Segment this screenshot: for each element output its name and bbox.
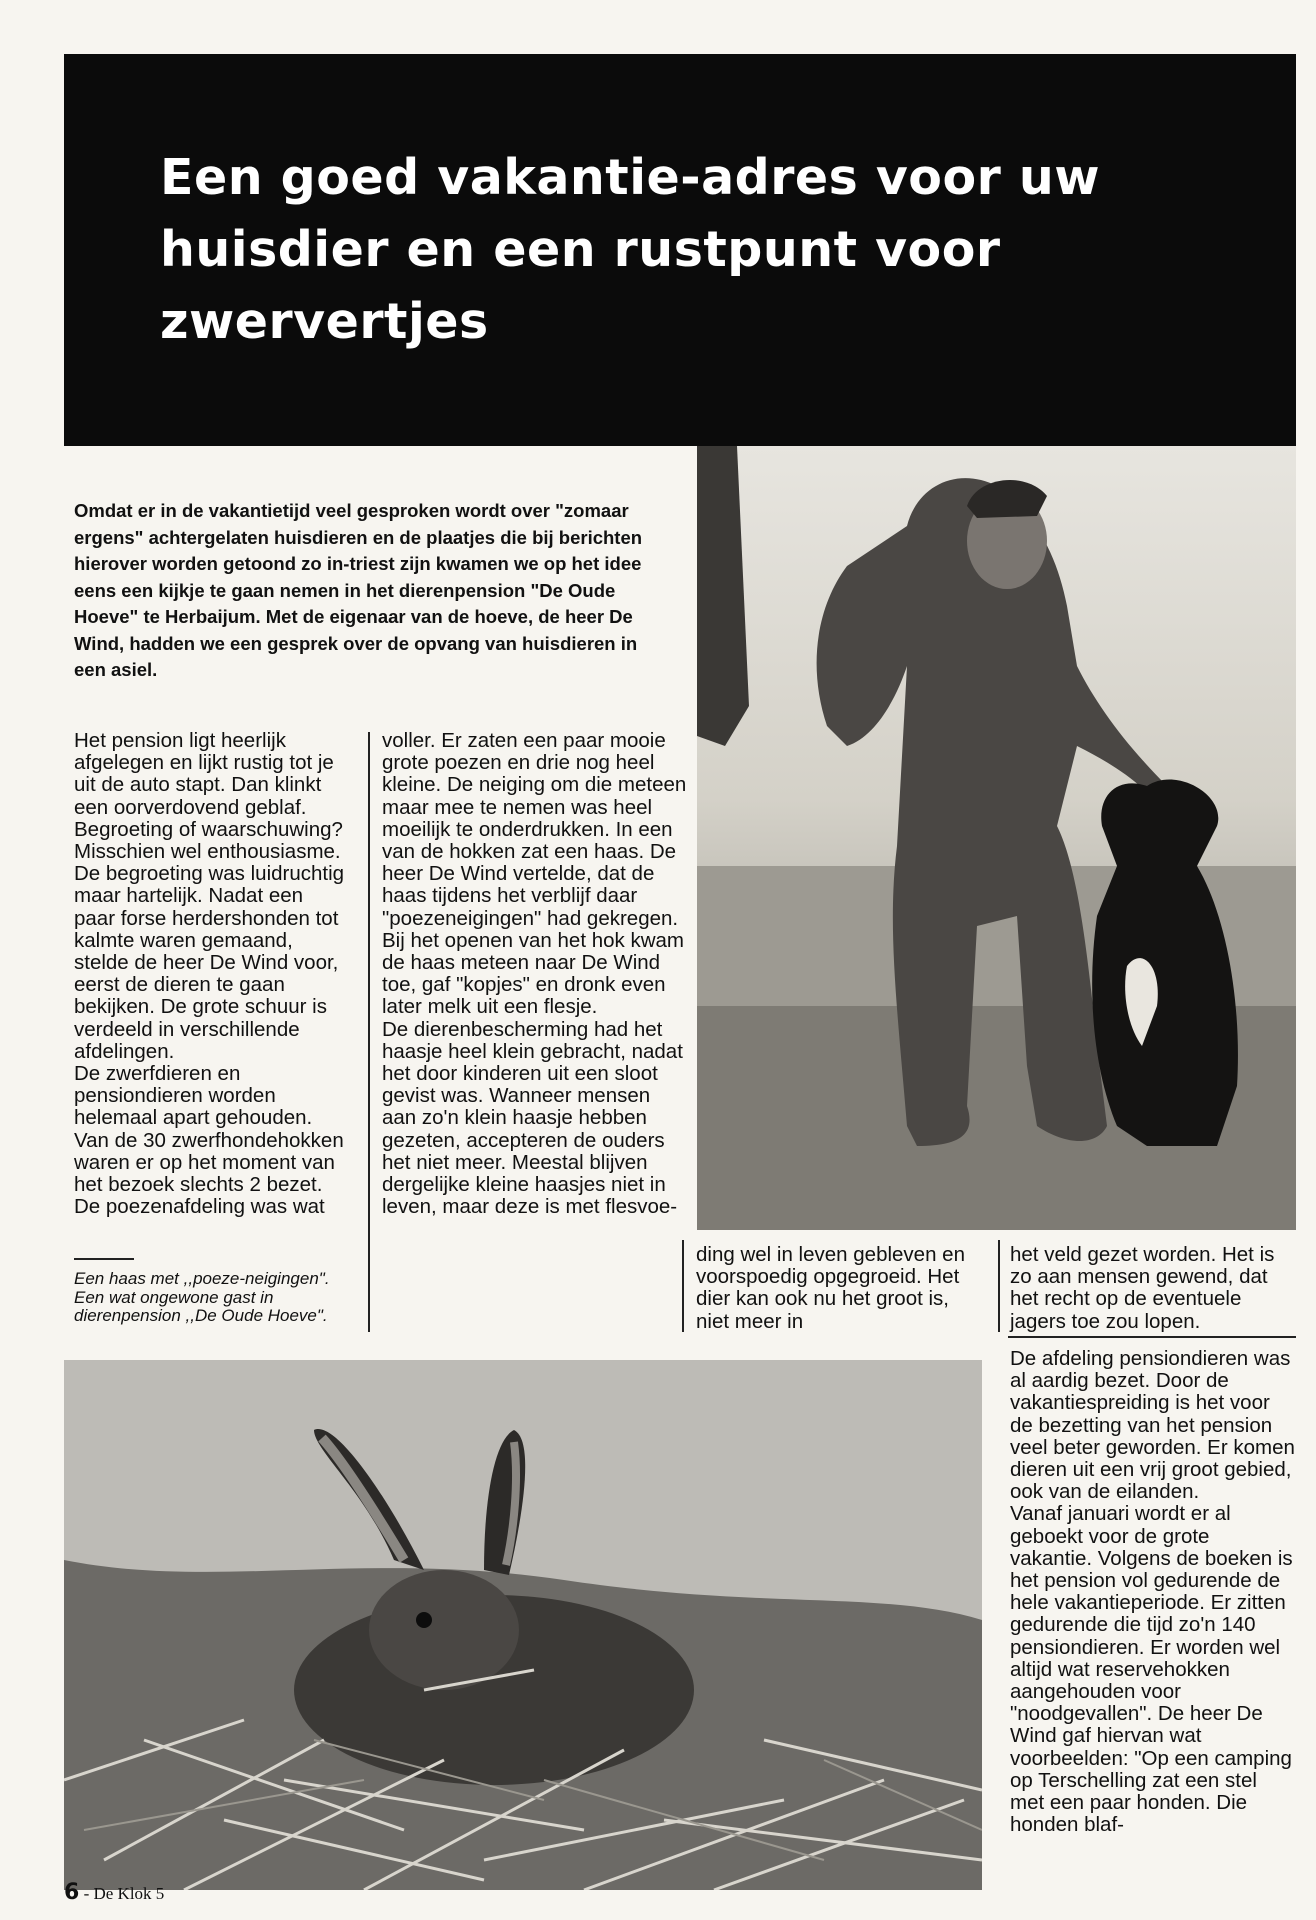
paragraph: Vanaf januari wordt er al geboekt voor de grote vakantie. Volgens de boeken is het pension vol gedurende de hele vakantieperiode. Er zitten gedurende die tijd zo'n 140 pensiondieren. Er worden wel altijd wat reservehokken aangehouden voor "noodgevallen". De heer De Wind gaf hiervan wat voorbeelden: "Op een camping op Terschelling zat een stel met een paar honden. Die honden blaf- (1010, 1502, 1293, 1837)
page-footer (64, 1880, 164, 1905)
page-number: 6 (64, 1880, 80, 1905)
body-column-4 (1010, 1348, 1296, 1836)
column-divider (998, 1240, 1000, 1332)
caption-rule (74, 1258, 134, 1260)
photo-hare-in-straw (64, 1360, 982, 1890)
photo-man-with-dog (697, 446, 1296, 1230)
body-column-1 (74, 730, 349, 1218)
paragraph: ding wel in leven gebleven en voorspoedig opgegroeid. Het dier kan ook nu het groot is, niet meer in (696, 1243, 965, 1333)
body-column-3 (696, 1244, 986, 1333)
paragraph: voller. Er zaten een paar mooie grote poezen en drie nog heel kleine. De neiging om die meteen maar mee te nemen was heel moeilijk te onderdrukken. In een van de hokken zat een haas. De heer De Wind vertelde, dat de haas tijdens het verblijf daar "poezeneigingen" had gekregen. Bij het openen van het hok kwam de haas meteen naar De Wind toe, gaf "kopjes" en dronk even later melk uit een flesje. (382, 729, 687, 1019)
paragraph: Het pension ligt heerlijk afgelegen en lijkt rustig tot je uit de auto stapt. Dan klinkt een oorverdovend geblaf. Begroeting of waarschuwing? Misschien wel enthousiasme. (74, 729, 343, 864)
paragraph: De afdeling pensiondieren was al aardig bezet. Door de vakantiespreiding is het voor de bezetting van het pension veel beter geworden. Er komen dieren uit een vrij groot gebied, ook van de eilanden. (1010, 1347, 1295, 1504)
body-column-2 (382, 730, 687, 1218)
article-title: Een goed vakantie-adres voor uw huisdier en een rustpunt voor zwervertjes (160, 149, 1100, 350)
paragraph: De zwerfdieren en pensiondieren worden helemaal apart gehouden. Van de 30 zwerfhondehokken waren er op het moment van het bezoek slechts 2 bezet. (74, 1062, 344, 1197)
footer-separator: - (83, 1884, 90, 1903)
publication-name: De Klok 5 (93, 1884, 165, 1903)
body-column-4-top (1010, 1244, 1296, 1333)
column-divider (368, 732, 370, 1332)
paragraph: De begroeting was luidruchtig maar hartelijk. Nadat een paar forse herdershonden tot kalmte waren gemaand, stelde de heer De Wind voor, eerst de dieren te gaan bekijken. De grote schuur is verdeeld in verschillende afdelingen. (74, 862, 345, 1063)
photo-caption: Een haas met ,,poeze-neigingen". Een wat ongewone gast in dierenpension ,,De Oude Hoeve". (74, 1269, 330, 1325)
paragraph: De dierenbescherming had het haasje heel klein gebracht, nadat het door kinderen uit een sloot gevist was. Wanneer mensen aan zo'n klein haasje hebben gezeten, accepteren de ouders het niet meer. Meestal blijven dergelijke kleine haasjes niet in leven, maar deze is met flesvoe- (382, 1017, 683, 1219)
column-divider (682, 1240, 684, 1332)
intro-paragraph: Omdat er in de vakantietijd veel gesproken wordt over "zomaar ergens" achtergelaten huisdieren en de plaatjes die bij berichten hierover worden getoond zo in-triest zijn kwamen we op het idee eens een kijkje te gaan nemen in het dierenpension "De Oude Hoeve" te Herbaijum. Met de eigenaar van de hoeve, de heer De Wind, hadden we een gesprek over de opvang van huisdieren in een asiel. (74, 500, 643, 680)
paragraph: het veld gezet worden. Het is zo aan mensen gewend, dat het recht op de eventuele jagers toe zou lopen. (1010, 1243, 1275, 1333)
paragraph: De poezenafdeling was wat (74, 1195, 325, 1219)
column-divider (1008, 1336, 1296, 1338)
